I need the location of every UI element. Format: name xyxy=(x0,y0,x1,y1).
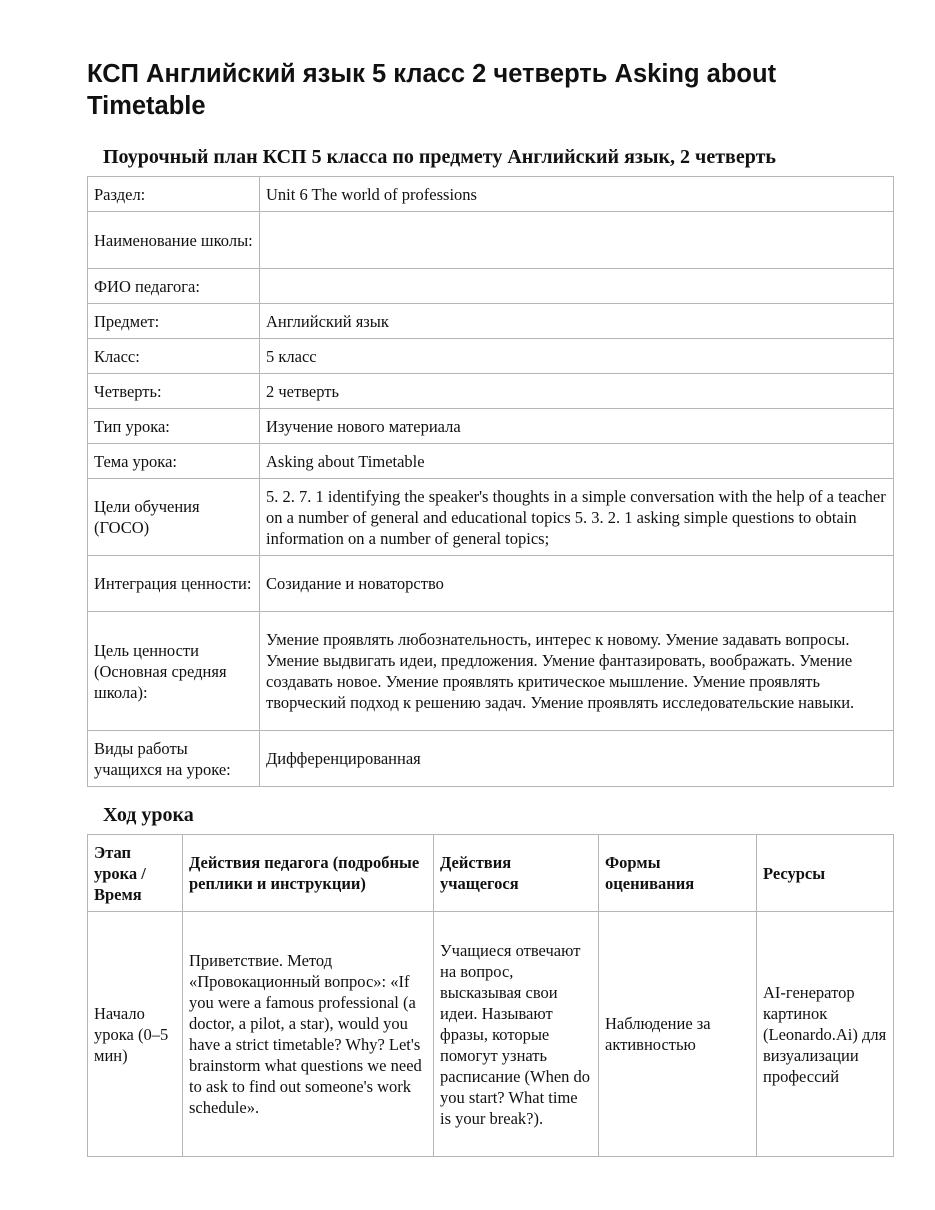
info-row-value-integration xyxy=(88,556,894,612)
info-row-objectives xyxy=(88,479,894,556)
header-teacher-actions: Действия педагога (подробные реплики и инструкции) xyxy=(183,835,434,912)
document-page xyxy=(87,58,893,1157)
info-row-value-goal xyxy=(88,612,894,731)
info-value: Дифференцированная xyxy=(260,731,894,787)
document-title: КСП Английский язык 5 класс 2 четверть Asking about Timetable xyxy=(87,60,777,120)
info-row-work-types xyxy=(88,731,894,787)
info-value: Изучение нового материала xyxy=(260,409,894,444)
info-label: Тема урока: xyxy=(88,444,260,479)
progress-header-row xyxy=(88,835,894,912)
info-label: ФИО педагога: xyxy=(88,269,260,304)
info-row-grade xyxy=(88,339,894,374)
info-value: 5 класс xyxy=(260,339,894,374)
info-value: 2 четверть xyxy=(260,374,894,409)
resources-cell: AI-генератор картинок (Leonardo.Ai) для визуализации профессий xyxy=(757,912,894,1157)
header-stage: Этап урока / Время xyxy=(88,835,183,912)
lesson-progress-table xyxy=(87,834,894,1157)
info-label: Интеграция ценности: xyxy=(88,556,260,612)
info-label: Четверть: xyxy=(88,374,260,409)
info-value: Умение проявлять любознательность, интерес к новому. Умение задавать вопросы. Умение выдвигать идеи, предложения. Умение фантазировать, воображать. Умение создавать новое. Умение проявлять критическое мышление. Умение проявлять творческий подход к решению задач. Умение проявлять исследовательские навыки. xyxy=(260,612,894,731)
info-value: Созидание и новаторство xyxy=(260,556,894,612)
info-label: Предмет: xyxy=(88,304,260,339)
info-label: Тип урока: xyxy=(88,409,260,444)
table-row xyxy=(88,912,894,1157)
stage-cell: Начало урока (0–5 мин) xyxy=(88,912,183,1157)
lesson-info-table xyxy=(87,176,894,787)
info-value: Английский язык xyxy=(260,304,894,339)
info-row-quarter xyxy=(88,374,894,409)
info-value: Unit 6 The world of professions xyxy=(260,177,894,212)
student-actions-cell: Учащиеся отвечают на вопрос, высказывая свои идеи. Называют фразы, которые помогут узнать расписание (When do you start? What time is your break?). xyxy=(434,912,599,1157)
info-row-section xyxy=(88,177,894,212)
info-label: Цель ценности (Основная средняя школа): xyxy=(88,612,260,731)
info-value xyxy=(260,269,894,304)
progress-heading: Ход урока xyxy=(103,804,194,826)
info-row-teacher xyxy=(88,269,894,304)
header-resources: Ресурсы xyxy=(757,835,894,912)
info-value: Asking about Timetable xyxy=(260,444,894,479)
info-label: Цели обучения (ГОСО) xyxy=(88,479,260,556)
info-value xyxy=(260,212,894,269)
info-label: Класс: xyxy=(88,339,260,374)
info-label: Виды работы учащихся на уроке: xyxy=(88,731,260,787)
header-student-actions: Действия учащегося xyxy=(434,835,599,912)
info-row-lesson-type xyxy=(88,409,894,444)
assessment-cell: Наблюдение за активностью xyxy=(599,912,757,1157)
plan-heading: Поурочный план КСП 5 класса по предмету Английский язык, 2 четверть xyxy=(103,146,776,168)
info-value: 5. 2. 7. 1 identifying the speaker's thoughts in a simple conversation with the help of a teacher on a number of general and educational topics 5. 3. 2. 1 asking simple questions to obtain information on a number of general topics; xyxy=(260,479,894,556)
info-label: Раздел: xyxy=(88,177,260,212)
info-label: Наименование школы: xyxy=(88,212,260,269)
info-row-school xyxy=(88,212,894,269)
header-assessment: Формы оценивания xyxy=(599,835,757,912)
teacher-actions-cell: Приветствие. Метод «Провокационный вопрос»: «If you were a famous professional (a doctor, a pilot, a star), would you have a strict timetable? Why? Let's brainstorm what questions we need to ask to find out someone's work schedule». xyxy=(183,912,434,1157)
info-row-topic xyxy=(88,444,894,479)
info-row-subject xyxy=(88,304,894,339)
